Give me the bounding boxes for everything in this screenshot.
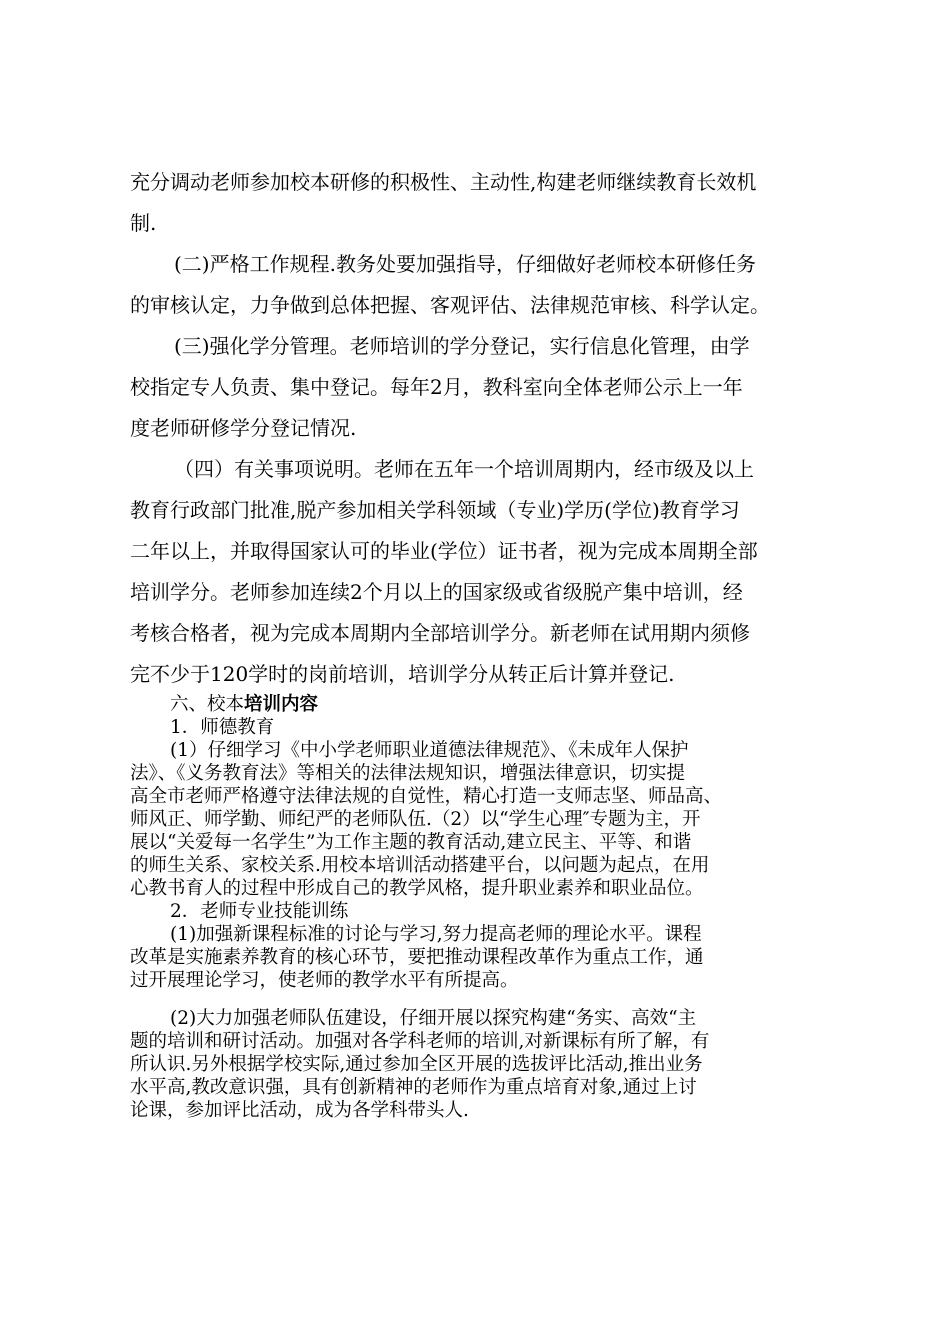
- text-line: 师风正、师学勤、师纪严的老师队伍.（2）以“学生心理″专题为主，开: [130, 809, 701, 830]
- text-line: 制.: [130, 211, 157, 235]
- text-line: 完不少于120学时的岗前培训，培训学分从转正后计算并登记.: [130, 662, 675, 686]
- text-line: 改革是实施素养教育的核心环节，要把推动课程改革作为重点工作，通: [130, 947, 704, 968]
- text-line: 度老师研修学分登记情况.: [130, 416, 357, 440]
- subheading-skills: 2．老师专业技能训练: [170, 901, 349, 922]
- body-text-upper: [130, 162, 830, 695]
- text-line: 心教书育人的过程中形成自己的教学风格，提升职业素养和职业品位。: [130, 878, 704, 899]
- text-line: 充分调动老师参加校本研修的积极性、主动性,构建老师继续教育长效机: [130, 170, 757, 194]
- text-line: 论课，参加评比活动，成为各学科带头人.: [130, 1100, 469, 1121]
- text-line: 过开展理论学习，使老师的教学水平有所提高。: [130, 970, 519, 991]
- section-heading-bold: 培训内容: [244, 694, 319, 715]
- text-line: 二年以上，并取得国家认可的毕业(学位）证书者，视为完成本周期全部: [130, 539, 758, 563]
- section-heading-prefix: 六、校本: [170, 694, 245, 715]
- text-line: 的审核认定，力争做到总体把握、客观评估、法律规范审核、科学认定。: [130, 293, 770, 317]
- body-text-lower: [130, 1007, 830, 1122]
- text-line: 的师生关系、家校关系.用校本培训活动搭建平台，以问题为起点，在用: [130, 855, 710, 876]
- body-text-middle: [130, 693, 830, 992]
- text-line: (2)大力加强老师队伍建设，仔细开展以探究构建“务实、高效“主: [170, 1008, 697, 1029]
- text-line: 法》、《义务教育法》等相关的法律法规知识，增强法律意识，切实提: [130, 763, 686, 784]
- paragraph-4-line: （四）有关事项说明。老师在五年一个培训周期内，经市级及以上: [174, 457, 754, 481]
- text-line: 考核合格者，视为完成本周期内全部培训学分。新老师在试用期内须修: [130, 621, 750, 645]
- text-line: 高全市老师严格遵守法律法规的自觉性，精心打造一支师志坚、师品高、: [130, 786, 723, 807]
- subheading-ethics: 1．师德教育: [170, 717, 275, 738]
- text-line: 校指定专人负责、集中登记。每年2月，教科室向全体老师公示上一年: [130, 375, 743, 399]
- text-line: (1)加强新课程标准的讨论与学习,努力提高老师的理论水平。课程: [170, 924, 702, 945]
- paragraph-3-line: (三)强化学分管理。老师培训的学分登记，实行信息化管理，由学: [174, 334, 750, 358]
- text-line: 水平高,教改意识强，具有创新精神的老师作为重点培育对象,通过上讨: [130, 1077, 697, 1098]
- text-line: 教育行政部门批准,脱产参加相关学科领域（专业)学历(学位)教育学习: [130, 498, 740, 522]
- text-line: 培训学分。老师参加连续2个月以上的国家级或省级脱产集中培训，经: [130, 580, 743, 604]
- text-line: 题的培训和研讨活动。加强对各学科老师的培训,对新课标有所了解，有: [130, 1031, 710, 1052]
- text-line: (1）仔细学习《中小学老师职业道德法律规范》、《未成年人保护: [170, 740, 689, 761]
- section-heading: [130, 693, 830, 716]
- text-line: 所认识.另外根据学校实际,通过参加全区开展的选拔评比活动,推出业务: [130, 1054, 703, 1075]
- text-line: 展以“关爱每一名学生”为工作主题的教育活动,建立民主、平等、和谐: [130, 832, 692, 853]
- paragraph-2-line: (二)严格工作规程.教务处要加强指导，仔细做好老师校本研修任务: [174, 252, 756, 276]
